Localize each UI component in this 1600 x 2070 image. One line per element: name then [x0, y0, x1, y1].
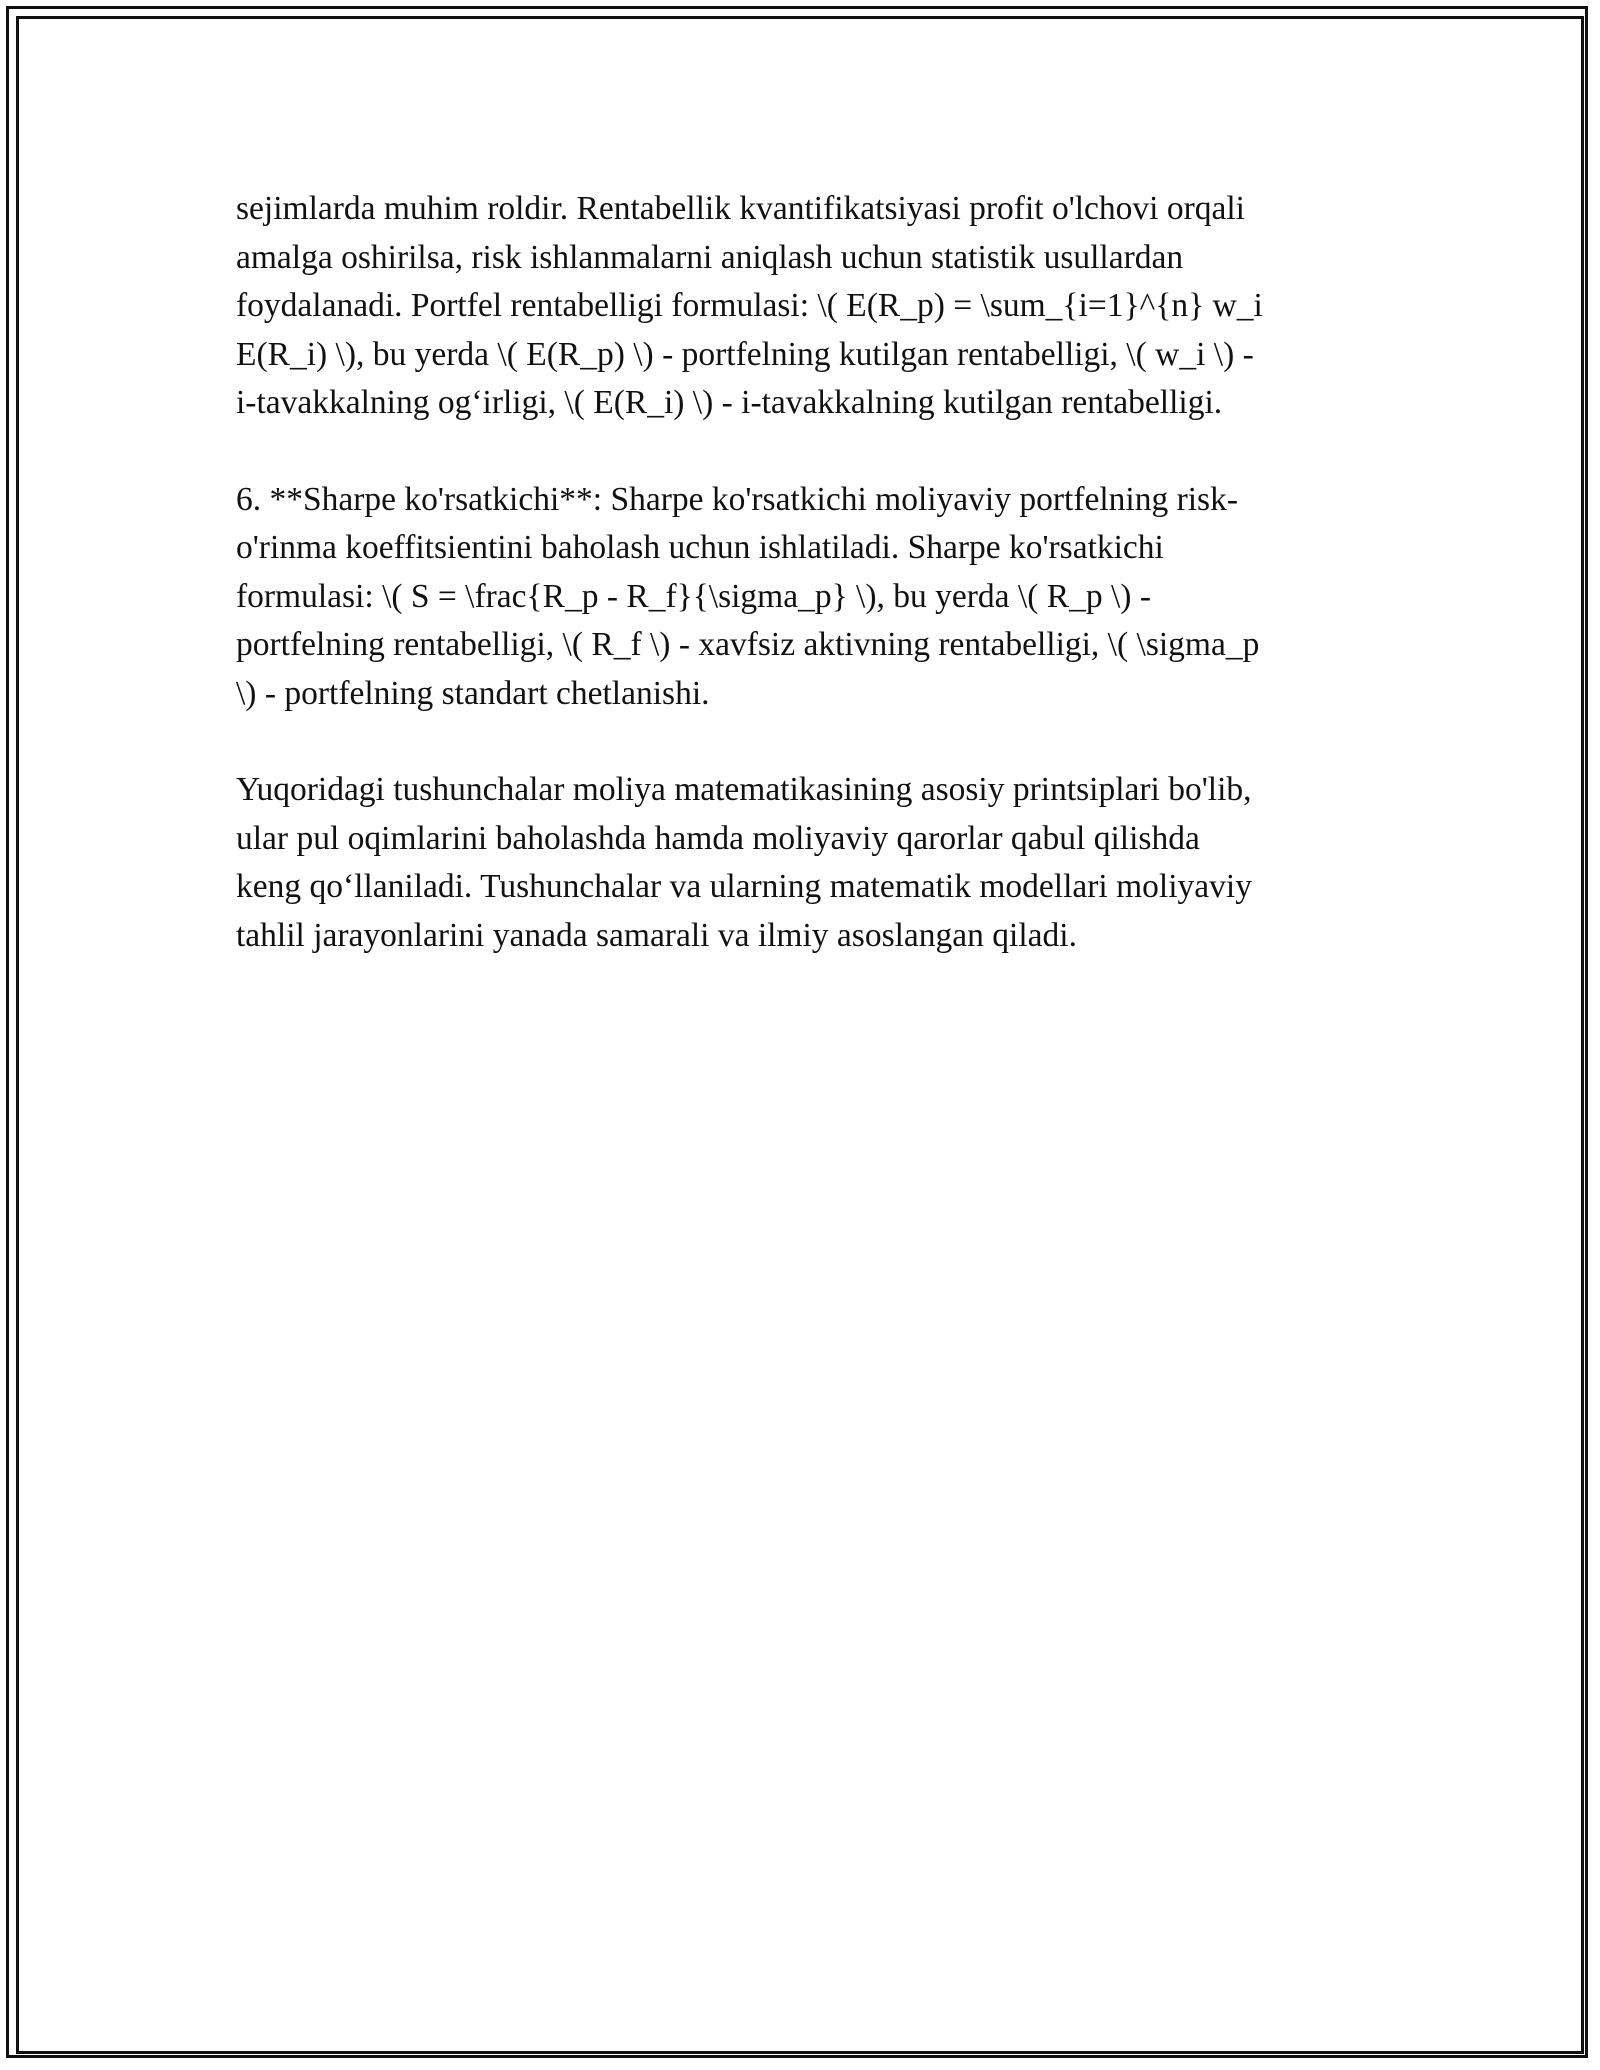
text-line: foydalanadi. Portfel rentabelligi formulasi: \( E(R_p) = \sum_{i=1}^{n} w_i — [236, 287, 1263, 324]
paragraph-sharpe-ratio — [236, 476, 1366, 719]
text-line: tahlil jarayonlarini yanada samarali va ilmiy asoslangan qiladi. — [236, 916, 1077, 954]
text-line: i-tavakkalning og‘irligi, \( E(R_i) \) - i-tavakkalning kutilgan rentabelligi. — [236, 384, 1223, 421]
text-line: portfelning rentabelligi, \( R_f \) - xavfsiz aktivning rentabelligi, \( \sigma_p — [236, 626, 1260, 663]
text-line: formulasi: \( S = \frac{R_p - R_f}{\sigma_p} \), bu yerda \( R_p \) - — [236, 577, 1151, 615]
text-line: Yuqoridagi tushunchalar moliya matematikasining asosiy printsiplari bo'lib, — [236, 771, 1252, 808]
document-body — [236, 185, 1366, 1008]
text-line: \) - portfelning standart chetlanishi. — [236, 674, 710, 712]
paragraph-conclusion — [236, 766, 1366, 960]
text-line: sejimlarda muhim roldir. Rentabellik kvantifikatsiyasi profit o'lchovi orqali — [236, 190, 1245, 227]
text-line: E(R_i) \), bu yerda \( E(R_p) \) - portfelning kutilgan rentabelligi, \( w_i \) - — [236, 335, 1254, 373]
text-line: amalga oshirilsa, risk ishlanmalarni aniqlash uchun statistik usullardan — [236, 238, 1184, 276]
paragraph-portfolio-return — [236, 185, 1366, 428]
text-line: 6. **Sharpe ko'rsatkichi**: Sharpe ko'rsatkichi moliyaviy portfelning risk- — [236, 480, 1238, 518]
text-line: keng qo‘llaniladi. Tushunchalar va ularning matematik modellari moliyaviy — [236, 868, 1252, 905]
text-line: o'rinma koeffitsientini baholash uchun ishlatiladi. Sharpe ko'rsatkichi — [236, 529, 1164, 566]
text-line: ular pul oqimlarini baholashda hamda moliyaviy qarorlar qabul qilishda — [236, 819, 1200, 857]
